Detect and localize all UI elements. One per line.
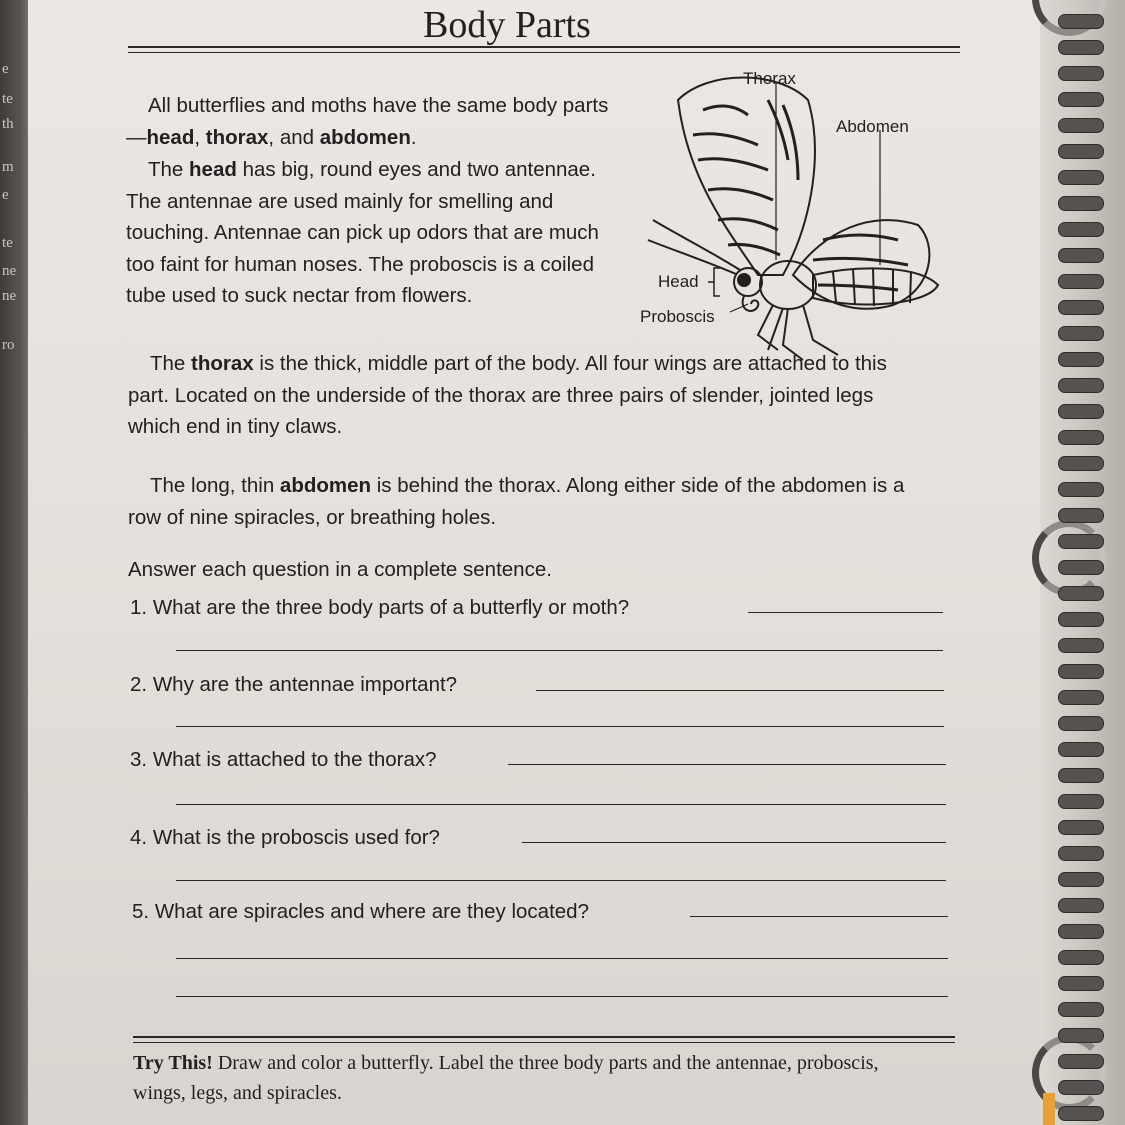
- binding-coil: [1058, 1028, 1104, 1043]
- binding-coil: [1058, 40, 1104, 55]
- binding-coil: [1058, 222, 1104, 237]
- background-text-fragment: ne: [2, 288, 17, 304]
- answer-line[interactable]: [536, 690, 944, 691]
- question-2: 2. Why are the antennae important?: [130, 673, 458, 696]
- binding-coil: [1058, 404, 1104, 419]
- background-text-fragment: te: [2, 91, 13, 107]
- question-1: 1. What are the three body parts of a butterfly or moth?: [130, 596, 630, 619]
- answer-line[interactable]: [522, 842, 946, 843]
- background-text-fragment: th: [2, 116, 14, 132]
- answer-line[interactable]: [176, 958, 948, 959]
- background-text-fragment: m: [2, 159, 14, 175]
- binding-coil: [1058, 352, 1104, 367]
- spiral-binding: [1040, 0, 1125, 1125]
- try-this-rule-secondary: [133, 1042, 955, 1043]
- binding-coil: [1058, 924, 1104, 939]
- head-bracket: [708, 268, 720, 296]
- question-3: 3. What is attached to the thorax?: [130, 748, 437, 771]
- binding-coil: [1058, 456, 1104, 471]
- binding-coil: [1058, 976, 1104, 991]
- paragraph-thorax: The thorax is the thick, middle part of the body. All four wings are attached to this part. Located on the underside of the thorax are three pairs of slender, jointed legs which end in tiny claws.: [128, 352, 887, 438]
- answer-line[interactable]: [690, 916, 948, 917]
- background-text-fragment: e: [2, 61, 9, 77]
- adjacent-page-strip: [0, 0, 30, 1125]
- paragraph-head: The head has big, round eyes and two antennae. The antennae are used mainly for smelling and touching. Antennae can pick up odors that are much too faint for human noses. The proboscis is a coiled tube used to suck nectar from flowers.: [126, 158, 599, 307]
- binding-coil: [1058, 1080, 1104, 1095]
- binding-coil: [1058, 560, 1104, 575]
- binding-coil: [1058, 1054, 1104, 1069]
- binding-coil: [1058, 92, 1104, 107]
- binder-ring: [1032, 520, 1106, 596]
- thorax-shape: [760, 261, 816, 309]
- binding-coil: [1058, 950, 1104, 965]
- title-rule: [128, 46, 960, 48]
- binding-coil: [1058, 612, 1104, 627]
- answer-line[interactable]: [508, 764, 946, 765]
- instructions: Answer each question in a complete sentence.: [128, 558, 552, 581]
- paragraph-abdomen: The long, thin abdomen is behind the thorax. Along either side of the abdomen is a row of nine spiracles, or breathing holes.: [128, 474, 905, 529]
- binding-coil: [1058, 14, 1104, 29]
- binding-coil: [1058, 898, 1104, 913]
- answer-line[interactable]: [176, 650, 943, 651]
- binding-coil: [1058, 794, 1104, 809]
- term-head: head: [189, 158, 237, 181]
- binding-coil: [1058, 768, 1104, 783]
- binding-coil: [1058, 196, 1104, 211]
- question-5: 5. What are spiracles and where are they located?: [132, 900, 589, 923]
- page-title: Body Parts: [423, 4, 591, 46]
- binding-coil: [1058, 430, 1104, 445]
- background-text-fragment: e: [2, 187, 9, 203]
- binding-coil: [1058, 1106, 1104, 1121]
- binding-coil: [1058, 872, 1104, 887]
- binding-coil: [1058, 482, 1104, 497]
- term-thorax: thorax: [205, 125, 269, 149]
- binding-coil: [1058, 508, 1104, 523]
- label-proboscis: Proboscis: [640, 307, 715, 326]
- term-head: head: [146, 125, 195, 149]
- binding-coil: [1058, 378, 1104, 393]
- binding-coil: [1058, 742, 1104, 757]
- answer-line[interactable]: [176, 804, 946, 805]
- paragraph-intro: All butterflies and moths have the same body parts—head, thorax, and abdomen.: [126, 94, 609, 149]
- term-thorax: thorax: [191, 352, 254, 375]
- binding-coil: [1058, 144, 1104, 159]
- try-this-label: Try This!: [133, 1052, 213, 1074]
- answer-line[interactable]: [748, 612, 943, 613]
- binding-coil: [1058, 534, 1104, 549]
- worksheet-page: [28, 0, 1060, 1125]
- binding-coil: [1058, 846, 1104, 861]
- binding-coil: [1058, 300, 1104, 315]
- legs-shape: [758, 305, 838, 360]
- question-4: 4. What is the proboscis used for?: [130, 826, 440, 849]
- binding-coil: [1058, 170, 1104, 185]
- background-text-fragment: te: [2, 235, 13, 251]
- proboscis-shape: [743, 296, 759, 311]
- binding-coil: [1058, 118, 1104, 133]
- binding-coil: [1058, 274, 1104, 289]
- binding-coil: [1058, 690, 1104, 705]
- answer-line[interactable]: [176, 996, 948, 997]
- title-rule-secondary: [128, 52, 960, 53]
- label-abdomen: Abdomen: [836, 117, 909, 136]
- background-text-fragment: ro: [2, 337, 15, 353]
- answer-line[interactable]: [176, 880, 946, 881]
- binding-coil: [1058, 820, 1104, 835]
- binding-coil: [1058, 66, 1104, 81]
- binding-coil: [1058, 664, 1104, 679]
- binding-coil: [1058, 248, 1104, 263]
- label-thorax: Thorax: [743, 69, 796, 88]
- background-text-fragment: ne: [2, 263, 17, 279]
- term-abdomen: abdomen: [319, 125, 411, 149]
- answer-line[interactable]: [176, 726, 944, 727]
- butterfly-diagram: [608, 60, 948, 380]
- binding-coil: [1058, 326, 1104, 341]
- binding-coil: [1058, 586, 1104, 601]
- label-head: Head: [658, 272, 699, 291]
- term-abdomen: abdomen: [279, 474, 372, 497]
- try-this-activity: Try This! Draw and color a butterfly. Label the three body parts and the antennae, proboscis, wings, legs, and spiracles.: [133, 1052, 879, 1104]
- binding-coil: [1058, 1002, 1104, 1017]
- binding-coil: [1058, 716, 1104, 731]
- orange-tab: [1043, 1093, 1055, 1125]
- eye-shape: [738, 274, 750, 286]
- binding-coil: [1058, 638, 1104, 653]
- try-this-rule: [133, 1036, 955, 1038]
